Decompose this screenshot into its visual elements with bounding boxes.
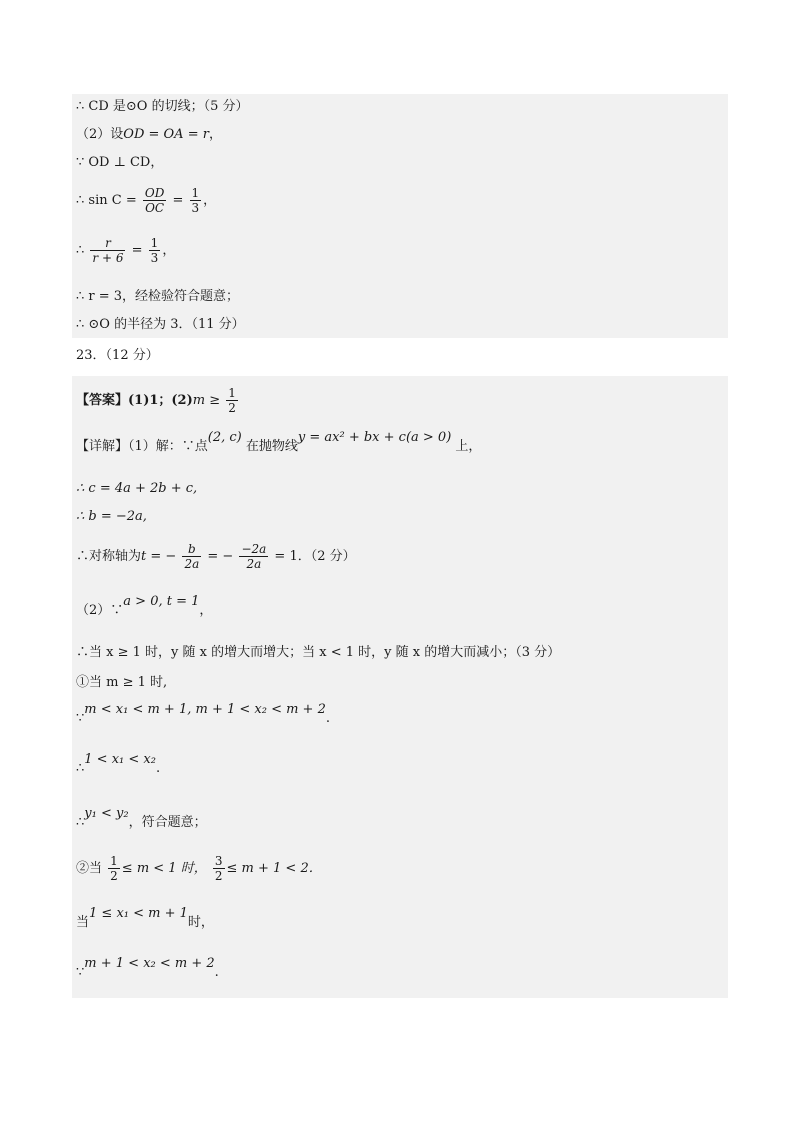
line-radius-equation: ∴ $\frac{r}{r + 6}$ = $\frac{1}{3}$ ， xyxy=(76,236,176,265)
fraction-case2-three-halves: $\frac{3}{2}$ xyxy=(214,854,223,883)
fraction-case2-half: $\frac{1}{2}$ xyxy=(110,854,118,883)
line-part2-given: （2）∵a > 0, t = 1， xyxy=(76,594,213,618)
line-case-2-x2: ∵m + 1 < x₂ < m + 2. xyxy=(76,956,219,980)
line-answer: 【答案】(1)1；(2)m ≥ $\frac{1}{2}$ xyxy=(76,386,236,415)
fraction-od-oc: $\frac{OD}{OC}$ xyxy=(144,186,165,215)
line-case-2-x1: 当1 ≤ x₁ < m + 1时， xyxy=(76,906,214,930)
line-sine-ratio: ∴ sin C = $\frac{OD}{OC}$ = $\frac{1}{3}$ ， xyxy=(76,186,217,215)
line-detail-intro: 【详解】（1）解：∵点(2, c) 在抛物线y = ax² + bx + c(a > 0) 上， xyxy=(76,430,482,454)
line-b-equation: ∴ b = −2a, xyxy=(76,509,147,524)
question-23-label: 23．（12 分） xyxy=(76,348,159,363)
line-c-equation: ∴ c = 4a + 2b + c, xyxy=(76,481,198,496)
line-monotonicity: ∴当 x ≥ 1 时，y 随 x 的增大而增大；当 x < 1 时，y 随 x 的增大而减小；（3 分） xyxy=(76,645,561,660)
fraction-answer-half: $\frac{1}{2}$ xyxy=(228,386,236,415)
fraction-one-third: $\frac{1}{3}$ xyxy=(191,186,200,215)
line-case-1: ①当 m ≥ 1 时, xyxy=(76,675,168,690)
line-case-1-order: ∴1 < x₁ < x₂. xyxy=(76,752,161,776)
line-set-radius: （2）设OD = OA = r， xyxy=(76,127,222,142)
fraction-neg2a-over-2a: $\frac{-2a}{2a}$ xyxy=(241,542,267,571)
line-case-1-result: ∴y₁ < y₂，符合题意； xyxy=(76,806,207,830)
line-case-2: ②当 $\frac{1}{2}$ ≤ m < 1 时， $\frac{3}{2}$ ≤ m + 1 < 2． xyxy=(76,854,322,883)
line-case-1-bounds: ∵m < x₁ < m + 1, m + 1 < x₂ < m + 2. xyxy=(76,702,330,726)
fraction-b-over-2a: $\frac{b}{2a}$ xyxy=(184,542,200,571)
line-axis-of-symmetry: ∴对称轴为t = − $\frac{b}{2a}$ = − $\frac{-2a}{2a}$ = 1．（2 分） xyxy=(76,542,356,571)
solution-part-2-block xyxy=(72,376,728,998)
line-radius-value: ∴ r = 3，经检验符合题意； xyxy=(76,289,240,304)
solution-part-1-block xyxy=(72,94,728,338)
line-radius-conclusion: ∴ ⊙O 的半径为 3．（11 分） xyxy=(76,317,245,332)
line-perpendicular: ∵ OD ⊥ CD， xyxy=(76,155,164,170)
fraction-r-over-r-plus-6: $\frac{r}{r + 6}$ xyxy=(92,236,124,265)
fraction-one-third-2: $\frac{1}{3}$ xyxy=(150,236,159,265)
line-tangent-conclusion: ∴ CD 是⊙O 的切线；（5 分） xyxy=(76,99,249,114)
